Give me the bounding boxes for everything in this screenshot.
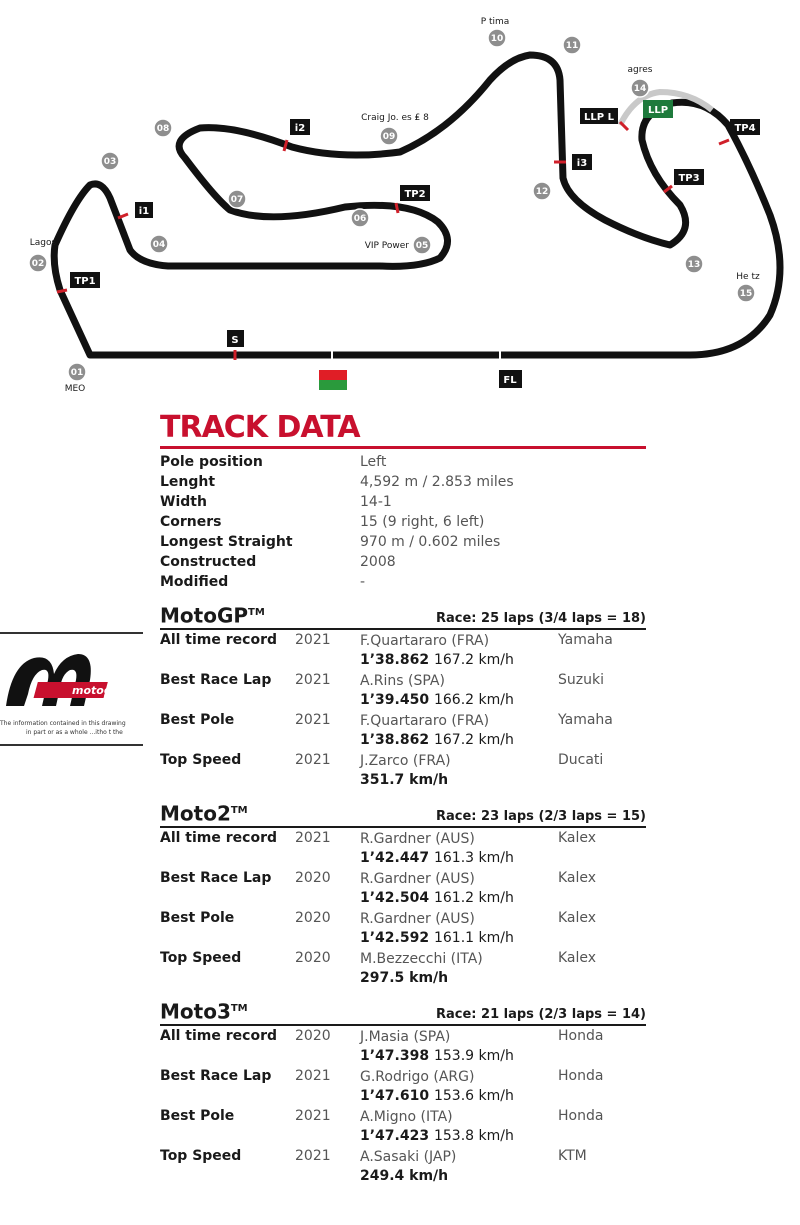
corner-09 xyxy=(380,127,398,145)
class-header xyxy=(160,998,646,1026)
track-map xyxy=(0,0,800,400)
track-data-row: Pole position Left xyxy=(160,454,387,470)
svg-text:i3: i3 xyxy=(576,158,588,169)
class-block-moto3 xyxy=(160,998,646,1186)
svg-text:TP3: TP3 xyxy=(678,173,700,184)
record-row: All time record 2020 J.Masia (SPA) 1’47.398 153.9 km/h Honda xyxy=(160,1028,604,1064)
record-row: Best Race Lap 2021 G.Rodrigo (ARG) 1’47.610 153.6 km/h Honda xyxy=(160,1068,604,1104)
disclaimer-line-2: in part or as a whole ...itho t the xyxy=(26,729,123,736)
record-row: Best Race Lap 2021 A.Rins (SPA) 1’39.450 166.2 km/h Suzuki xyxy=(160,672,604,708)
svg-text:motogp: motogp xyxy=(72,684,120,697)
class-header xyxy=(160,800,646,828)
marker-i2 xyxy=(290,119,310,135)
svg-text:LLP L: LLP L xyxy=(584,112,614,123)
svg-text:01: 01 xyxy=(70,368,84,378)
marker-tp2 xyxy=(400,185,430,201)
svg-text:05: 05 xyxy=(415,241,429,251)
svg-text:06: 06 xyxy=(353,214,367,224)
race-laps: Race: 21 laps (2/3 laps = 14) xyxy=(436,1007,646,1022)
svg-text:i2: i2 xyxy=(294,123,306,134)
corner-07 xyxy=(228,190,246,208)
motogp-logo-panel xyxy=(0,632,143,746)
record-row: Best Pole 2021 F.Quartararo (FRA) 1’38.862 167.2 km/h Yamaha xyxy=(160,712,613,748)
track-data-row: Width 14-1 xyxy=(160,494,392,510)
corner-14 xyxy=(631,79,649,97)
track-data-table xyxy=(160,452,646,592)
svg-text:TP2: TP2 xyxy=(404,189,426,200)
race-laps: Race: 23 laps (2/3 laps = 15) xyxy=(436,809,646,824)
svg-text:TP4: TP4 xyxy=(734,123,756,134)
marker-tp1 xyxy=(70,272,100,288)
class-name: MotoGP™ xyxy=(160,604,265,628)
svg-text:15: 15 xyxy=(739,289,753,299)
sector-line-tp1 xyxy=(57,290,67,292)
class-name: Moto2™ xyxy=(160,802,248,826)
record-row: Best Pole 2020 R.Gardner (AUS) 1’42.592 161.1 km/h Kalex xyxy=(160,910,597,946)
track-data-row: Constructed 2008 xyxy=(160,554,396,570)
svg-text:04: 04 xyxy=(152,240,166,250)
start-lights xyxy=(319,370,347,390)
track-data-section xyxy=(160,410,646,1186)
corner-name-09: Craig Jo. es ₤ 8 xyxy=(361,113,429,123)
track-data-row: Corners 15 (9 right, 6 left) xyxy=(160,514,485,530)
svg-text:08: 08 xyxy=(156,124,170,134)
corner-name-14: agres xyxy=(627,65,653,75)
marker-tp3 xyxy=(674,169,704,185)
corner-04 xyxy=(150,235,168,253)
corner-01 xyxy=(68,363,86,381)
svg-text:12: 12 xyxy=(535,187,549,197)
corner-13 xyxy=(685,255,703,273)
record-row: Best Race Lap 2020 R.Gardner (AUS) 1’42.504 161.2 km/h Kalex xyxy=(160,870,597,906)
record-row: Top Speed 2021 J.Zarco (FRA) 351.7 km/h Ducati xyxy=(160,752,604,788)
class-block-moto2 xyxy=(160,800,646,988)
marker-fl xyxy=(499,370,522,388)
sector-line-tp4 xyxy=(719,140,729,144)
corner-11 xyxy=(563,36,581,54)
svg-text:10: 10 xyxy=(490,34,504,44)
svg-text:i1: i1 xyxy=(138,206,150,217)
corner-06 xyxy=(351,209,369,227)
marker-llp xyxy=(643,100,673,118)
corner-name-10: P tima xyxy=(480,17,510,27)
race-laps: Race: 25 laps (3/4 laps = 18) xyxy=(436,611,646,626)
corner-10 xyxy=(488,29,506,47)
corner-02 xyxy=(29,254,47,272)
svg-text:09: 09 xyxy=(382,132,396,142)
corner-name-02: Lagos xyxy=(29,238,57,248)
marker-s xyxy=(227,330,244,347)
svg-text:02: 02 xyxy=(31,259,45,269)
corner-name-05: VIP Power xyxy=(364,241,409,251)
disclaimer-line-1: The information contained in this drawing xyxy=(0,720,126,727)
motogp-logo xyxy=(4,644,134,714)
corner-08 xyxy=(154,119,172,137)
svg-text:LLP: LLP xyxy=(647,105,669,116)
marker-i1 xyxy=(135,202,153,218)
track-data-row: Lenght 4,592 m / 2.853 miles xyxy=(160,474,514,490)
svg-text:13: 13 xyxy=(687,260,701,270)
record-row: All time record 2021 F.Quartararo (FRA) 1’38.862 167.2 km/h Yamaha xyxy=(160,632,613,668)
svg-text:11: 11 xyxy=(565,41,579,51)
corner-name-01: MEO xyxy=(64,384,86,394)
record-row: Top Speed 2021 A.Sasaki (JAP) 249.4 km/h KTM xyxy=(160,1148,587,1184)
class-header xyxy=(160,602,646,630)
svg-text:FL: FL xyxy=(503,375,517,386)
corner-name-15: He tz xyxy=(736,272,760,282)
svg-text:TP1: TP1 xyxy=(74,276,96,287)
marker-i3 xyxy=(572,154,592,170)
corner-03 xyxy=(101,152,119,170)
sector-line-tp2 xyxy=(396,203,398,213)
svg-text:07: 07 xyxy=(230,195,244,205)
corner-15 xyxy=(737,284,755,302)
corner-12 xyxy=(533,182,551,200)
svg-text:14: 14 xyxy=(633,84,647,94)
record-row: All time record 2021 R.Gardner (AUS) 1’42.447 161.3 km/h Kalex xyxy=(160,830,597,866)
track-data-row: Modified - xyxy=(160,574,366,590)
record-row: Best Pole 2021 A.Migno (ITA) 1’47.423 153.8 km/h Honda xyxy=(160,1108,604,1144)
marker-tp4 xyxy=(730,119,760,135)
svg-text:S: S xyxy=(231,335,239,346)
svg-text:03: 03 xyxy=(103,157,117,167)
track-data-title: TRACK DATA xyxy=(160,410,646,449)
track-data-row: Longest Straight 970 m / 0.602 miles xyxy=(160,534,501,550)
class-name: Moto3™ xyxy=(160,1000,248,1024)
corner-05 xyxy=(413,236,431,254)
marker-llp-l xyxy=(580,108,618,124)
class-block-motogp xyxy=(160,602,646,790)
record-row: Top Speed 2020 M.Bezzecchi (ITA) 297.5 km/h Kalex xyxy=(160,950,597,986)
